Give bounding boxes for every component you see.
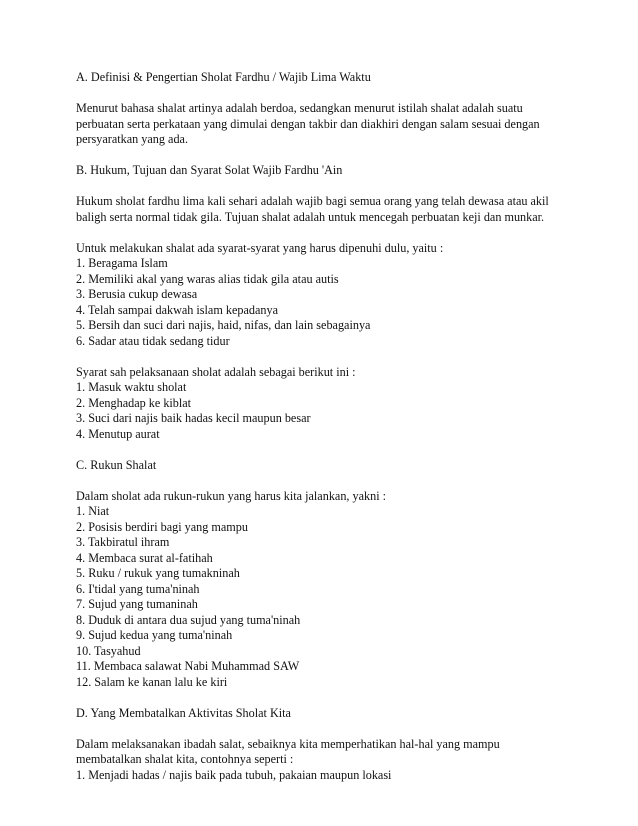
list-item: 1. Niat <box>76 504 110 518</box>
list-item: 2. Memiliki akal yang waras alias tidak gila atau autis <box>76 271 339 286</box>
list-item: 1. Beragama Islam <box>76 256 168 270</box>
heading-text: D. Yang Membatalkan Aktivitas Sholat Kita <box>76 705 291 720</box>
paragraph-line: membatalkan shalat kita, contohnya seperti : <box>76 752 294 766</box>
list-intro: Untuk melakukan shalat ada syarat-syarat yang harus dipenuhi dulu, yaitu : <box>76 240 444 255</box>
list-item: 10. Tasyahud <box>76 643 141 658</box>
heading-text: B. Hukum, Tujuan dan Syarat Solat Wajib Fardhu 'Ain <box>76 163 343 177</box>
list-item: 1. Masuk waktu sholat <box>76 380 187 394</box>
paragraph-line: Dalam melaksanakan ibadah salat, sebaiknya kita memperhatikan hal-hal yang mampu <box>76 736 500 751</box>
list-intro: Syarat sah pelaksanaan sholat adalah sebagai berikut ini : <box>76 364 356 379</box>
paragraph-definition <box>76 101 556 148</box>
paragraph-line: Hukum sholat fardhu lima kali sehari adalah wajib bagi semua orang yang telah dewasa atau akil <box>76 194 549 208</box>
list-item: 6. I'tidal yang tuma'ninah <box>76 581 200 596</box>
heading-text: C. Rukun Shalat <box>76 457 157 472</box>
section-heading-d <box>76 706 556 722</box>
list-item: 3. Suci dari najis baik hadas kecil maupun besar <box>76 411 311 425</box>
list-item: 3. Takbiratul ihram <box>76 535 170 549</box>
list-item: 7. Sujud yang tumaninah <box>76 597 198 611</box>
list-item: 2. Menghadap ke kiblat <box>76 395 192 410</box>
section-heading-c <box>76 458 556 474</box>
list-item: 1. Menjadi hadas / najis baik pada tubuh, pakaian maupun lokasi <box>76 767 392 782</box>
list-item: 9. Sujud kedua yang tuma'ninah <box>76 628 233 642</box>
paragraph-line: Menurut bahasa shalat artinya adalah berdoa, sedangkan menurut istilah shalat adalah suatu <box>76 101 523 115</box>
list-item: 5. Bersih dan suci dari najis, haid, nifas, dan lain sebagainya <box>76 318 371 332</box>
section-heading-b <box>76 163 556 179</box>
paragraph-line: perbuatan serta perkataan yang dimulai dengan takbir dan diakhiri dengan salam sesuai dengan <box>76 116 540 131</box>
paragraph-line: persyaratkan yang ada. <box>76 132 189 146</box>
list-item: 6. Sadar atau tidak sedang tidur <box>76 333 230 348</box>
list-syarat-sah <box>76 365 556 443</box>
list-item: 12. Salam ke kanan lalu ke kiri <box>76 674 228 689</box>
list-intro: Dalam sholat ada rukun-rukun yang harus kita jalankan, yakni : <box>76 488 387 503</box>
list-item: 2. Posisis berdiri bagi yang mampu <box>76 519 248 534</box>
heading-text: A. Definisi & Pengertian Sholat Fardhu / Wajib Lima Waktu <box>76 70 371 84</box>
paragraph-hukum <box>76 194 556 225</box>
document-page <box>76 70 556 799</box>
list-syarat-wajib <box>76 241 556 350</box>
list-item: 3. Berusia cukup dewasa <box>76 287 198 301</box>
list-item: 4. Telah sampai dakwah islam kepadanya <box>76 302 278 317</box>
section-heading-a <box>76 70 556 86</box>
list-item: 11. Membaca salawat Nabi Muhammad SAW <box>76 659 300 673</box>
list-item: 4. Menutup aurat <box>76 426 160 441</box>
list-item: 5. Ruku / rukuk yang tumakninah <box>76 566 240 580</box>
paragraph-pembatal <box>76 737 556 784</box>
list-item: 4. Membaca surat al-fatihah <box>76 550 213 565</box>
list-item: 8. Duduk di antara dua sujud yang tuma'ninah <box>76 612 301 627</box>
paragraph-line: baligh serta normal tidak gila. Tujuan shalat adalah untuk mencegah perbuatan keji dan munkar. <box>76 209 545 224</box>
list-rukun <box>76 489 556 691</box>
